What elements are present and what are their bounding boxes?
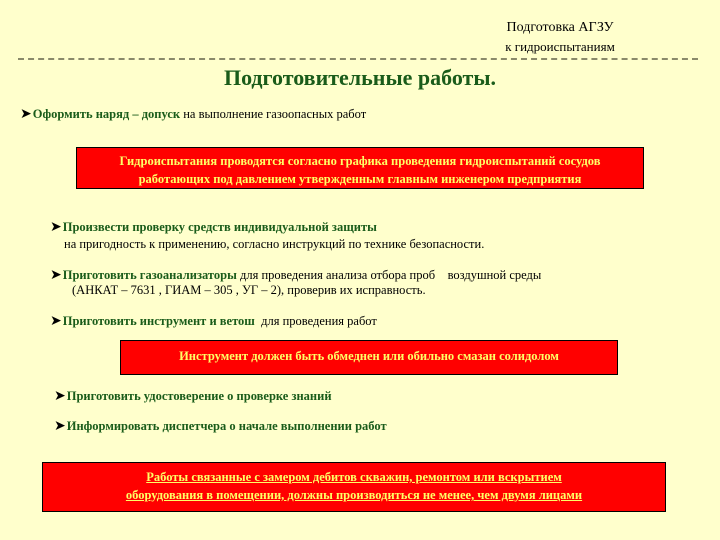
arrow-bullet-icon: ➤: [20, 106, 32, 122]
list-item: [50, 266, 541, 284]
list-item: [50, 218, 377, 236]
item-text: для проведения работ: [254, 314, 377, 328]
item-continuation: (АНКАТ – 7631 , ГИАМ – 305 , УГ – 2), проверив их исправность.: [72, 283, 426, 297]
item-text: для проведения анализа отбора проб воздушной среды: [236, 268, 542, 282]
warning-box-schedule: [76, 147, 644, 189]
arrow-bullet-icon: ➤: [50, 219, 62, 235]
box-line: Гидроиспытания проводятся согласно графика проведения гидроиспытаний сосудов: [119, 154, 601, 168]
page-title: Подготовительные работы.: [223, 65, 497, 90]
header-line-1: Подготовка АГЗУ: [506, 20, 614, 35]
box-line: Работы связанные с замером дебитов скважин, ремонтом или вскрытием: [146, 470, 562, 484]
warning-box-two-persons: [42, 462, 666, 512]
warning-box-tools: [120, 340, 618, 375]
item-bold: Информировать диспетчера о начале выполнении работ: [66, 419, 387, 433]
item-bold: Приготовить инструмент и ветош: [62, 314, 255, 328]
item-bold: Оформить наряд – допуск: [32, 107, 181, 121]
item-bold: Приготовить газоанализаторы: [62, 268, 237, 282]
arrow-bullet-icon: ➤: [50, 267, 62, 283]
header-line-2: к гидроиспытаниям: [505, 39, 615, 54]
arrow-bullet-icon: ➤: [54, 388, 66, 404]
item-continuation: на пригодность к применению, согласно инструкций по технике безопасности.: [64, 237, 485, 251]
item-bold: Произвести проверку средств индивидуальной защиты: [62, 220, 377, 234]
list-item: [20, 105, 366, 123]
header-divider: [18, 58, 698, 60]
list-item: [50, 312, 377, 330]
item-bold: Приготовить удостоверение о проверке знаний: [66, 389, 332, 403]
list-item: [54, 387, 332, 405]
box-line: работающих под давлением утвержденным главным инженером предприятия: [138, 172, 582, 186]
arrow-bullet-icon: ➤: [54, 418, 66, 434]
list-item: [54, 417, 387, 435]
arrow-bullet-icon: ➤: [50, 313, 62, 329]
box-line: оборудования в помещении, должны производиться не менее, чем двумя лицами: [125, 488, 583, 502]
box-line: Инструмент должен быть обмеднен или обильно смазан солидолом: [179, 349, 559, 363]
item-text: на выполнение газоопасных работ: [180, 107, 367, 121]
